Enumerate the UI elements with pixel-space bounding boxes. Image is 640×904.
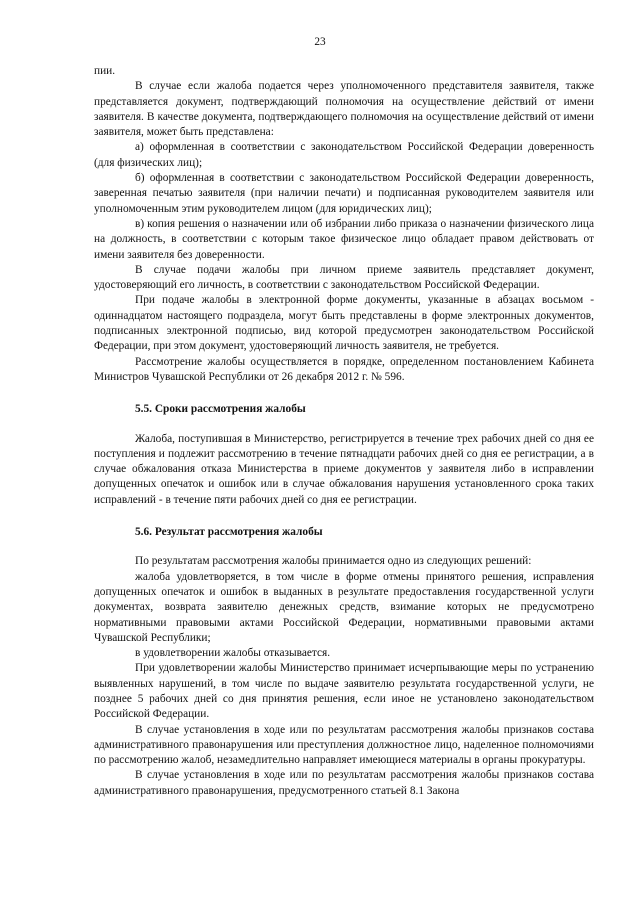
paragraph-remedy-measures: При удовлетворении жалобы Министерство принимает исчерпывающие меры по устранению выявленных нарушений, в том числе по выдаче заявителю результата государственной услуги, не позднее 5 рабочих дней со дня принятия решения, если иное не установлено законодательством Российской Федерации. — [94, 662, 594, 721]
paragraph-article-8-1: В случае установления в ходе или по результатам рассмотрения жалобы признаков состава административного правонарушения, предусмотренного статьей 8.1 Закона — [94, 769, 594, 797]
paragraph-continuation: пии. — [94, 65, 116, 77]
list-item-b: б) оформленная в соответствии с законодательством Российской Федерации доверенность, заверенная печатью заявителя (при наличии печати) и подписанная руководителем заявителя или уполномоченным этим руководителем лицом (для юридических лиц); — [94, 172, 594, 215]
list-item-c: в) копия решения о назначении или об избрании либо приказа о назначении физического лица на должность, в соответствии с которым такое физическое лицо обладает правом действовать от имени заявителя без доверенности. — [94, 217, 594, 261]
page-number: 23 — [314, 36, 326, 48]
paragraph-decisions-intro: По результатам рассмотрения жалобы принимается одно из следующих решений: — [135, 555, 532, 568]
section-heading-5-5: 5.5. Сроки рассмотрения жалобы — [135, 403, 306, 416]
paragraph-electronic-form: При подаче жалобы в электронной форме документы, указанные в абзацах восьмом - одиннадцатом настоящего подраздела, могут быть представлены в форме электронных документов, подписанных электронной подписью, вид которой предусмотрен законодательством Российской Федерации, при этом документ, удостоверяющий личность заявителя, не требуется. — [94, 294, 594, 353]
paragraph-review-procedure: Рассмотрение жалобы осуществляется в порядке, определенном постановлением Кабинета Министров Чувашской Республики от 26 декабря 2012 г. № 596. — [94, 355, 594, 383]
paragraph-decision-satisfied: жалоба удовлетворяется, в том числе в форме отмены принятого решения, исправления допущенных опечаток и ошибок в выданных в результате предоставления государственной услуги документах, возврата заявителю денежных средств, взимание которых не предусмотрено нормативными правовыми актами Российской Федерации, нормативными правовыми актами Чувашской Республики; — [94, 570, 594, 644]
paragraph-decision-refused: в удовлетворении жалобы отказывается. — [135, 647, 331, 660]
list-item-a: а) оформленная в соответствии с законодательством Российской Федерации доверенность (для физических лиц); — [94, 141, 594, 169]
paragraph-review-terms: Жалоба, поступившая в Министерство, регистрируется в течение трех рабочих дней со дня ее поступления и подлежит рассмотрению в течение пятнадцати рабочих дней со дня ее регистрации, а в случае обжалования отказа Министерства в приеме документов у заявителя либо в исправлении допущенных опечаток и ошибок или в случае обжалования нарушения установленного срока таких исправлений - в течение пяти рабочих дней со дня ее регистрации. — [94, 432, 594, 506]
section-heading-5-6: 5.6. Результат рассмотрения жалобы — [135, 526, 323, 539]
paragraph-personal-reception: В случае подачи жалобы при личном приеме заявитель представляет документ, удостоверяющий его личность, в соответствии с законодательством Российской Федерации. — [94, 263, 594, 292]
page-content — [94, 64, 594, 799]
paragraph-prosecution: В случае установления в ходе или по результатам рассмотрения жалобы признаков состава административного правонарушения или преступления должностное лицо, наделенное полномочиями по рассмотрению жалоб, незамедлительно направляет имеющиеся материалы в органы прокуратуры. — [94, 723, 594, 767]
paragraph-representative: В случае если жалоба подается через уполномоченного представителя заявителя, также представляется документ, подтверждающий полномочия на осуществление действий от имени заявителя. В качестве документа, подтверждающего полномочия на осуществление действий от имени заявителя, может быть представлена: — [94, 80, 594, 139]
